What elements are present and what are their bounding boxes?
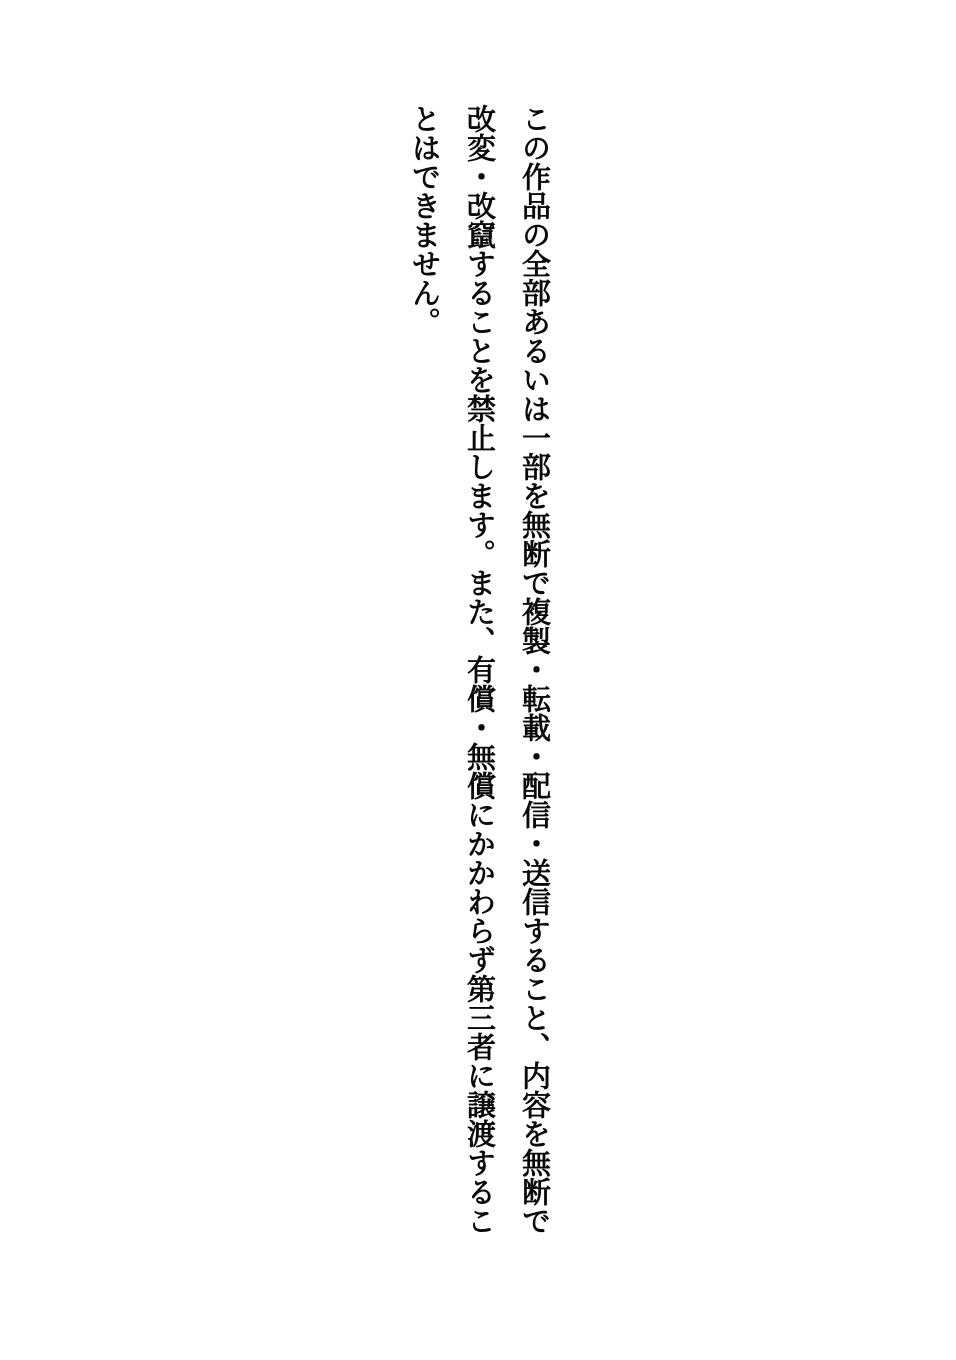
notice-line-1: この作品の全部あるいは一部を無断で複製・転載・配信・送信すること、内容を無断で — [518, 104, 552, 1235]
notice-line-3: とはできません。 — [408, 104, 442, 336]
notice-line-2: 改変・改竄することを禁止します。また、有償・無償にかかわらず第三者に譲渡するこ — [463, 104, 497, 1235]
copyright-notice — [394, 104, 562, 1249]
